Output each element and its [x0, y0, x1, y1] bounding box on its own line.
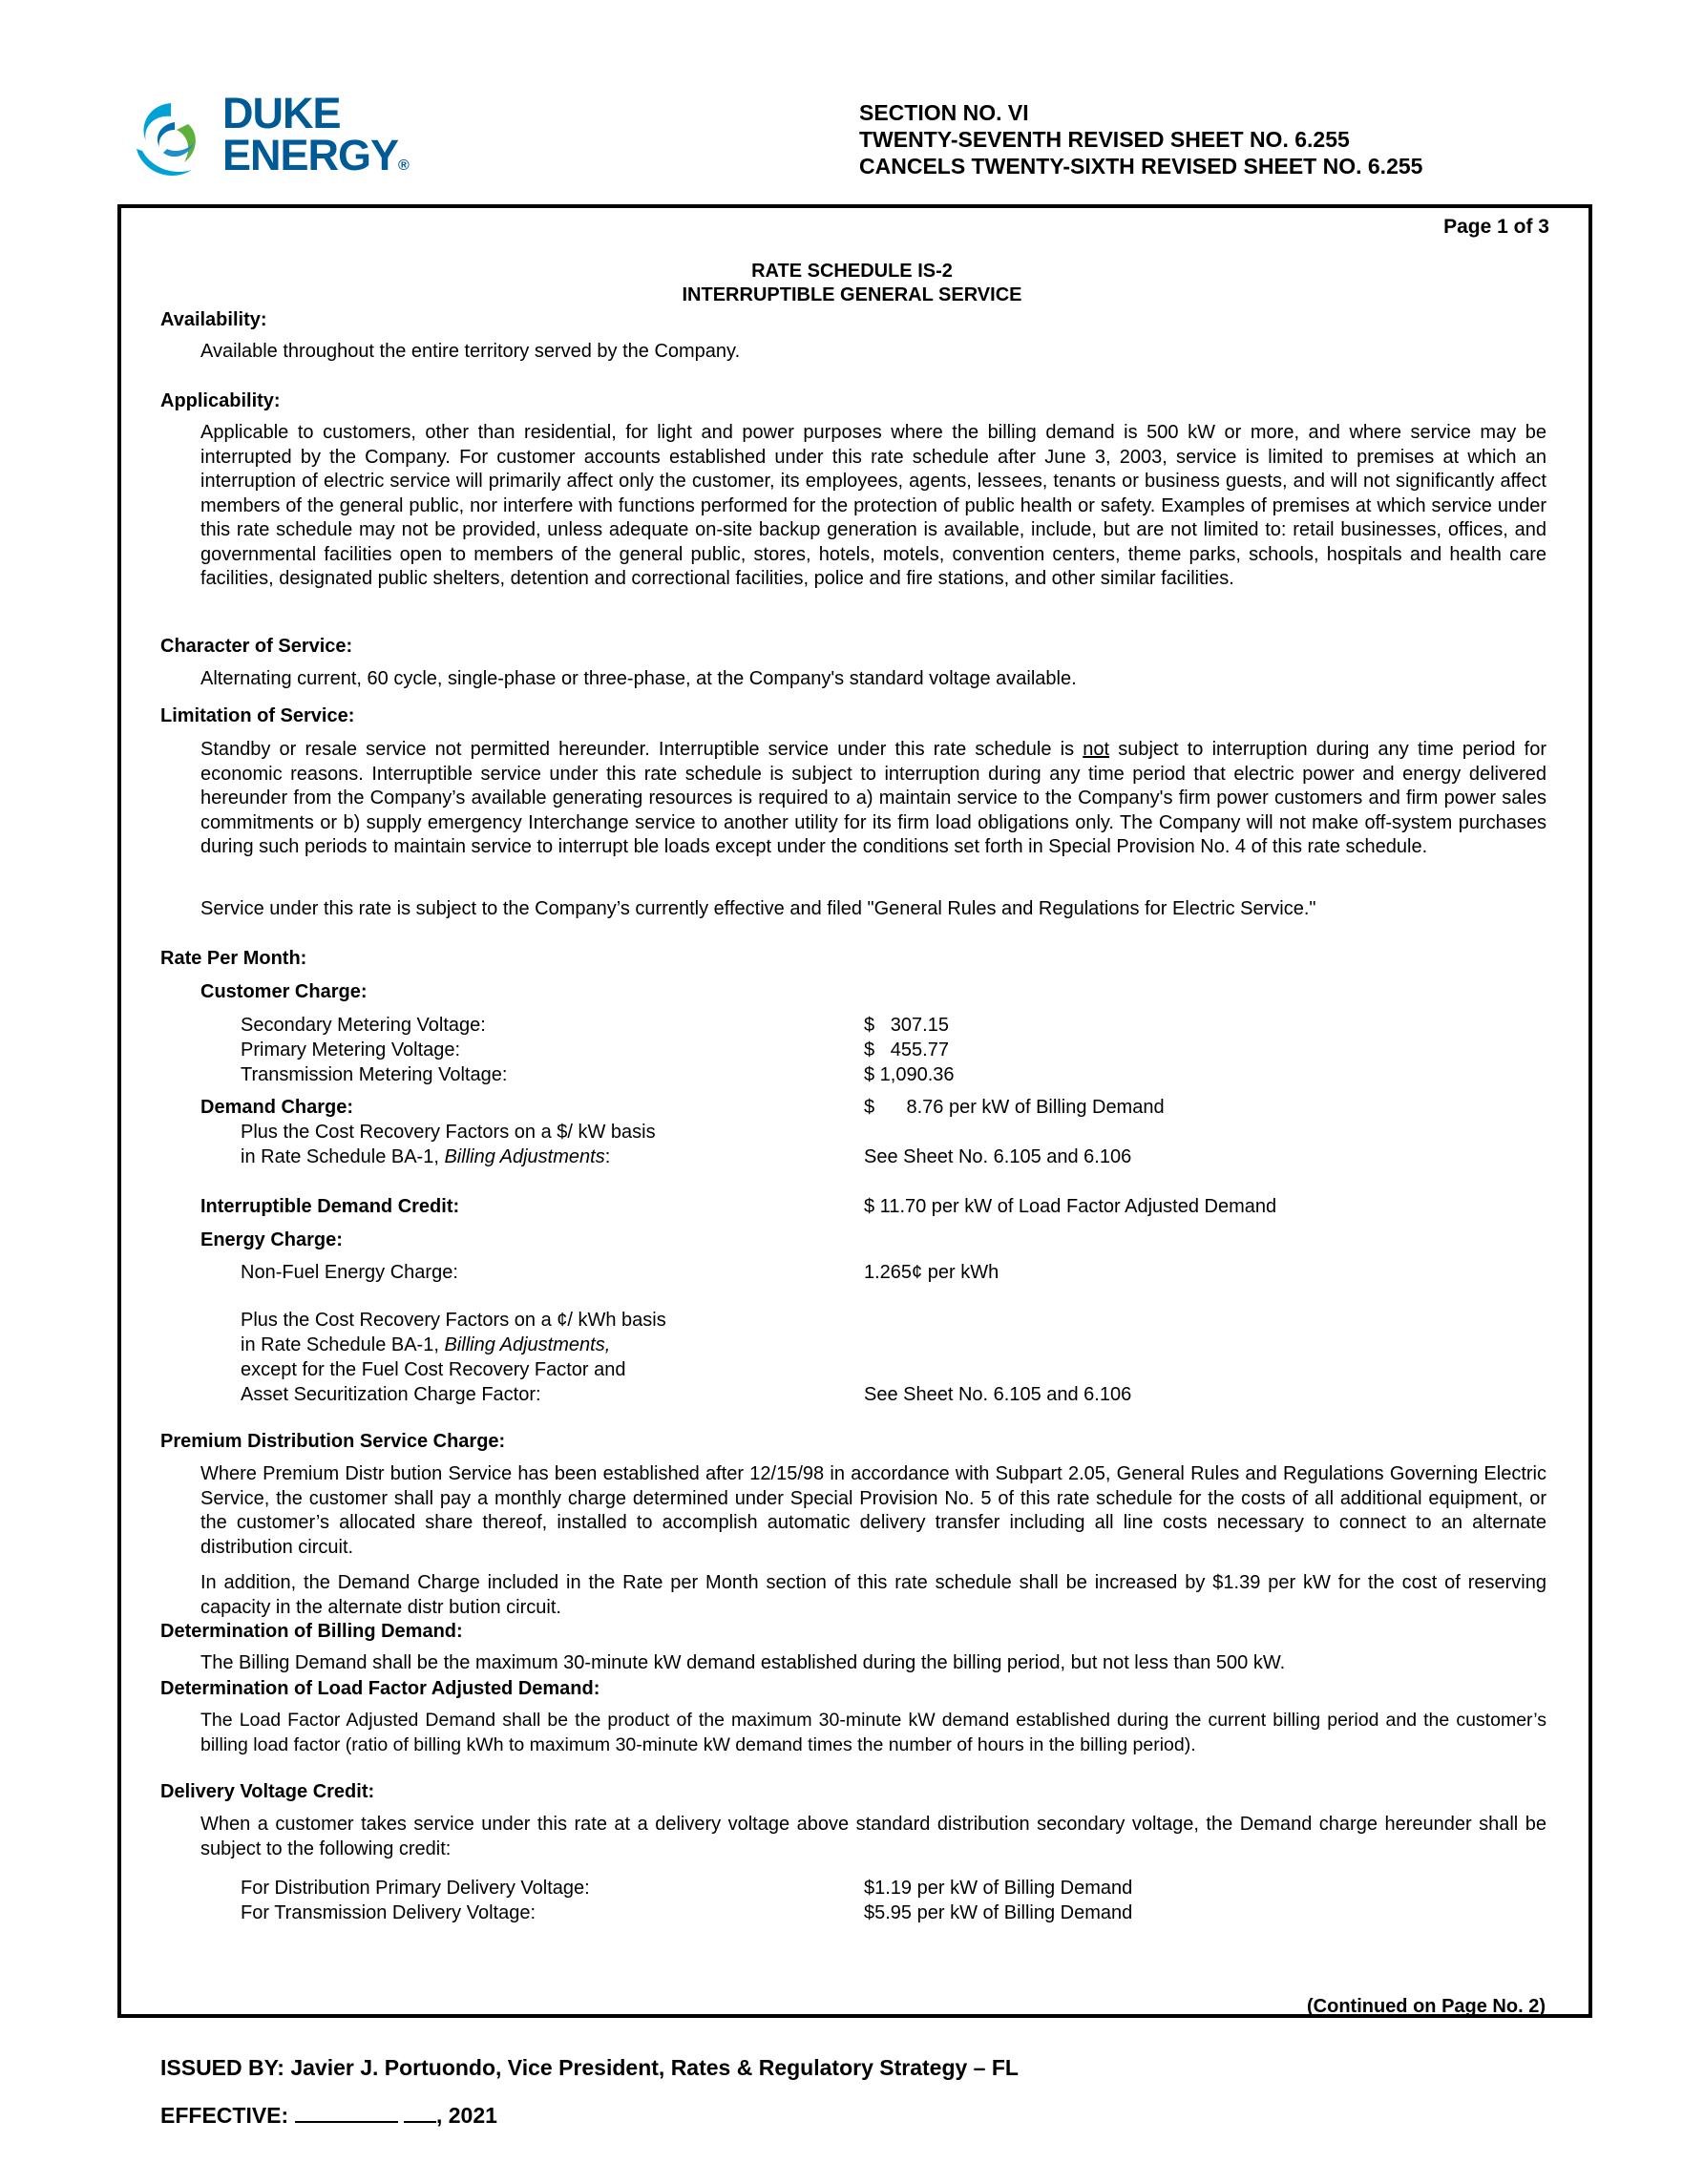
billing-demand-heading: Determination of Billing Demand:: [160, 1621, 463, 1642]
effective-day-blank: [404, 2100, 436, 2123]
premium-text-2: In addition, the Demand Charge included in the Rate per Month section of this rate schedule shall be increased by $1.39 per kW for the cost of reserving capacity in the alternate distr bution circuit.: [200, 1572, 1546, 1618]
lfad-heading: Determination of Load Factor Adjusted Demand:: [160, 1678, 600, 1699]
transmission-metering-label: Transmission Metering Voltage:: [241, 1064, 508, 1085]
availability-heading: Availability:: [160, 309, 267, 330]
billing-adjustments-italic-2: Billing Adjustments,: [444, 1334, 611, 1355]
applicability-text: Applicable to customers, other than residential, for light and power purposes where the billing demand is 500 kW or more, and where service may be interrupted by the Company. For customer accounts established under this rate schedule after June 3, 2003, service is limited to premises at which an interruption of electric service will primarily affect only the customer, its employees, agents, lessees, tenants or business guests, and will not significantly affect members of the general public, nor interfere with functions performed for the protection of public health or safety. Examples of premises at which service under this rate schedule may not be provided, unless adequate on-site backup generation is available, include, but are not limited to: retail businesses, offices, and governmental facilities open to members of the general public, stores, hotels, motels, convention centers, theme parks, schools, hospitals and health care facilities, designated public shelters, detention and correctional facilities, police and fire stations, and other similar facilities.: [200, 422, 1546, 589]
effective-label: EFFECTIVE:: [160, 2103, 289, 2128]
title-line-1: RATE SCHEDULE IS-2: [751, 261, 953, 282]
billing-adjustments-italic: Billing Adjustments: [444, 1146, 605, 1167]
registered-mark: ®: [398, 158, 410, 174]
logo-text-duke: DUKE: [222, 89, 341, 137]
interruptible-demand-credit-value: $ 11.70 per kW of Load Factor Adjusted Demand: [864, 1196, 1277, 1217]
secondary-metering-label: Secondary Metering Voltage:: [241, 1015, 486, 1036]
dvc-text: When a customer takes service under this rate at a delivery voltage above standard distribution secondary voltage, the Demand charge hereunder shall be subject to the following credit:: [200, 1814, 1546, 1859]
effective-month-blank: [295, 2100, 398, 2123]
interruptible-demand-credit-label: Interruptible Demand Credit:: [200, 1196, 460, 1217]
availability-text: Available throughout the entire territory served by the Company.: [200, 341, 741, 362]
crf-kw-line-2: [241, 1144, 610, 1169]
crf-kwh-line-1: Plus the Cost Recovery Factors on a ¢/ kWh basis: [241, 1310, 666, 1331]
sheet-header: [859, 99, 1422, 179]
billing-demand-text: The Billing Demand shall be the maximum 30-minute kW demand established during the billing period, but not less than 500 kW.: [200, 1652, 1286, 1673]
limitation-text-2: Service under this rate is subject to the Company’s currently effective and filed "General Rules and Regulations for Electric Service.": [200, 898, 1316, 919]
dvc-primary-label: For Distribution Primary Delivery Voltage:: [241, 1878, 590, 1899]
character-text: Alternating current, 60 cycle, single-phase or three-phase, at the Company's standard voltage available.: [200, 668, 1077, 689]
limitation-text: [200, 738, 1546, 860]
duke-energy-swirl-icon: [129, 95, 220, 186]
limitation-text-part-a: Standby or resale service not permitted hereunder. Interruptible service under this rate schedule is: [200, 739, 1083, 760]
crf-kw-line-2-b: :: [604, 1146, 611, 1167]
energy-charge-heading: Energy Charge:: [200, 1229, 343, 1250]
premium-heading: Premium Distribution Service Charge:: [160, 1431, 506, 1452]
demand-charge-heading: Demand Charge:: [200, 1097, 354, 1118]
non-fuel-energy-value: 1.265¢ per kWh: [864, 1262, 999, 1283]
cancels-sheet: CANCELS TWENTY-SIXTH REVISED SHEET NO. 6.255: [859, 154, 1423, 178]
applicability-heading: Applicability:: [160, 390, 281, 411]
title-line-2: INTERRUPTIBLE GENERAL SERVICE: [682, 284, 1022, 305]
crf-kw-value: See Sheet No. 6.105 and 6.106: [864, 1146, 1132, 1167]
character-heading: Character of Service:: [160, 636, 353, 657]
dvc-heading: Delivery Voltage Credit:: [160, 1781, 375, 1802]
dvc-primary-value: $1.19 per kW of Billing Demand: [864, 1878, 1133, 1899]
demand-charge-value: $ 8.76 per kW of Billing Demand: [864, 1097, 1165, 1118]
secondary-metering-value: $ 307.15: [864, 1015, 949, 1036]
limitation-not-emphasis: not: [1083, 739, 1110, 760]
issued-by: ISSUED BY: Javier J. Portuondo, Vice President, Rates & Regulatory Strategy – FL: [160, 2055, 1019, 2080]
lfad-text: The Load Factor Adjusted Demand shall be the product of the maximum 30-minute kW demand established during the current billing period and the customer’s billing load factor (ratio of billing kWh to maximum 30-minute kW demand times the number of hours in the billing period).: [200, 1710, 1546, 1755]
primary-metering-value: $ 455.77: [864, 1040, 949, 1060]
crf-kw-line-1: Plus the Cost Recovery Factors on a $/ kW basis: [241, 1122, 656, 1143]
dvc-transmission-label: For Transmission Delivery Voltage:: [241, 1902, 536, 1923]
crf-kwh-line-2-a: in Rate Schedule BA-1,: [241, 1334, 445, 1355]
crf-kwh-line-2: [241, 1333, 610, 1357]
duke-energy-logo: [129, 91, 415, 196]
limitation-text-part-b: subject to interruption during any time period for economic reasons. Interruptible service under this rate schedule is subject to interruption during any time period that electric power and energy delivered hereunder from the Company’s available generating resources is required to a) maintain service to the Company's firm power customers and firm power sales commitments or b) supply emergency Interchange service to another utility for its firm load obligations only. The Company will not make off-system purchases during such periods to maintain service to interrupt ble loads except under the conditions set forth in Special Provision No. 4 of this rate schedule.: [200, 739, 1546, 857]
transmission-metering-value: $ 1,090.36: [864, 1064, 955, 1085]
premium-text: Where Premium Distr bution Service has been established after 12/15/98 in accordance with Subpart 2.05, General Rules and Regulations Governing Electric Service, the customer shall pay a monthly charge determined under Special Provision No. 5 of this rate schedule for the costs of all additional equipment, or the customer’s allocated share thereof, installed to accomplish automatic delivery transfer including all line costs necessary to connect to an alternate distribution circuit.: [200, 1463, 1546, 1558]
effective-line: [160, 2100, 497, 2129]
effective-year: , 2021: [435, 2103, 497, 2128]
non-fuel-energy-label: Non-Fuel Energy Charge:: [241, 1262, 458, 1283]
page-number: Page 1 of 3: [1443, 216, 1549, 238]
dvc-transmission-value: $5.95 per kW of Billing Demand: [864, 1902, 1133, 1923]
limitation-heading: Limitation of Service:: [160, 705, 355, 726]
crf-kwh-line-4: Asset Securitization Charge Factor:: [241, 1384, 541, 1405]
logo-text-energy: ENERGY: [222, 131, 399, 179]
revised-sheet: TWENTY-SEVENTH REVISED SHEET NO. 6.255: [859, 127, 1350, 152]
crf-kw-line-2-a: in Rate Schedule BA-1,: [241, 1146, 445, 1167]
rate-schedule-title: [0, 260, 1704, 307]
primary-metering-label: Primary Metering Voltage:: [241, 1040, 461, 1060]
section-number: SECTION NO. VI: [859, 100, 1029, 125]
continued-note: (Continued on Page No. 2): [1307, 1996, 1546, 2017]
crf-kwh-value: See Sheet No. 6.105 and 6.106: [864, 1384, 1132, 1405]
crf-kwh-line-3: except for the Fuel Cost Recovery Factor and: [241, 1359, 626, 1380]
customer-charge-heading: Customer Charge:: [200, 981, 368, 1002]
rate-heading: Rate Per Month:: [160, 948, 307, 969]
